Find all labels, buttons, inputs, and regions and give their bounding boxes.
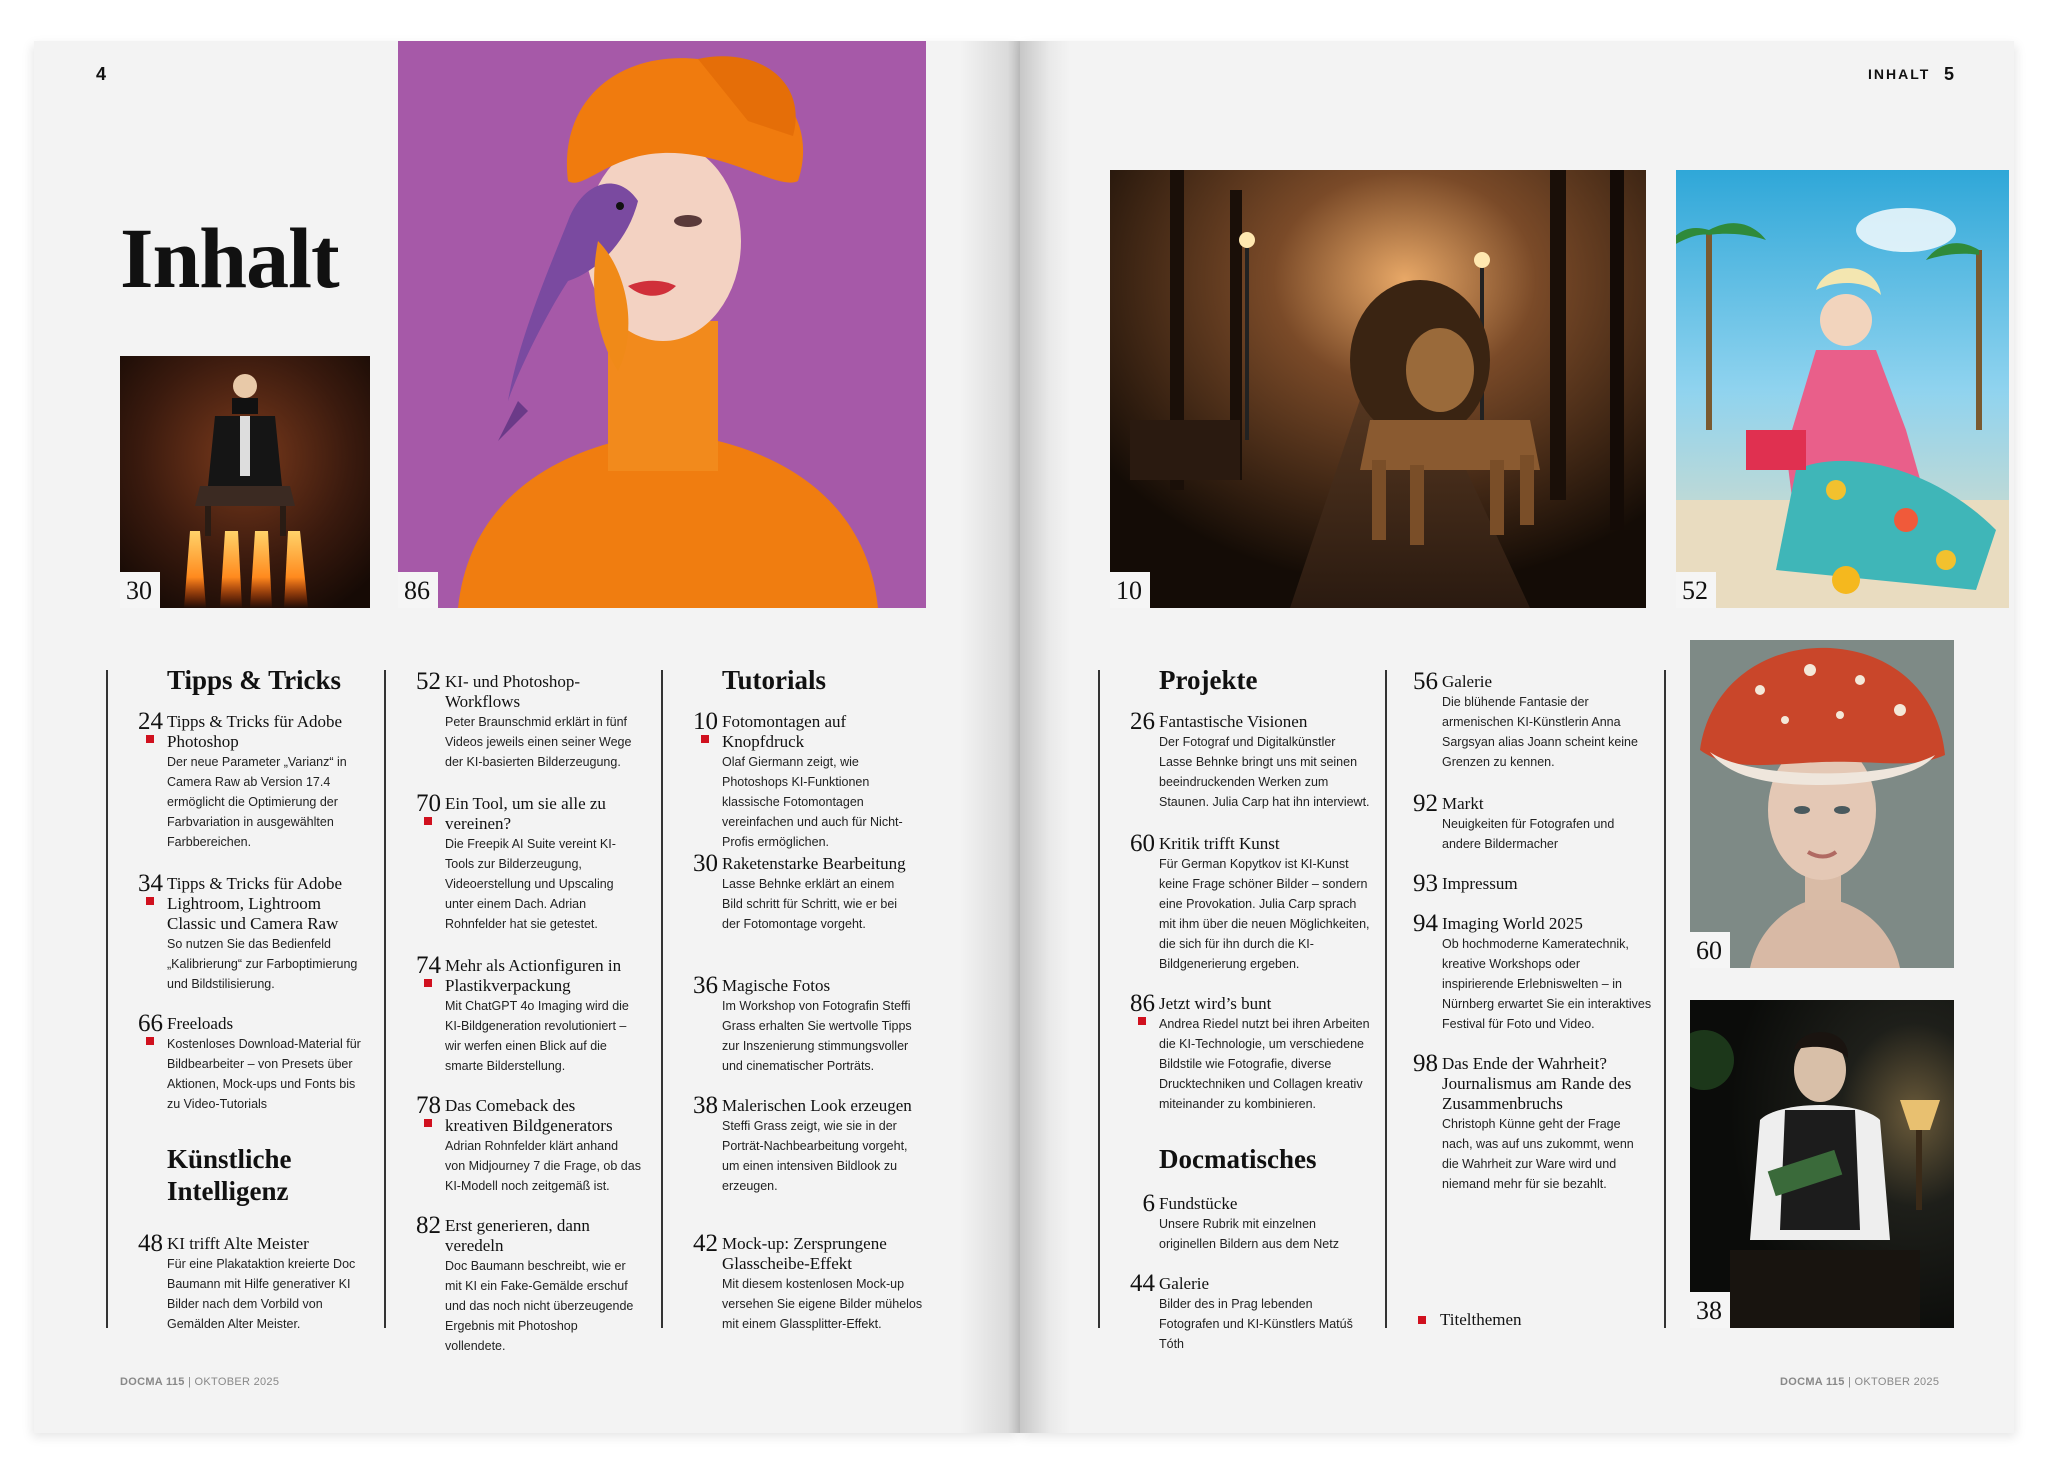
toc-entry[interactable] <box>1413 910 1652 1034</box>
toc-description: Die blühende Fantasie der armenischen KI-Künstlerin Anna Sargsyan alias Joann scheint keine Grenzen zu kennen. <box>1442 695 1638 769</box>
column-rule <box>106 670 108 1328</box>
toc-title: Freeloads <box>167 1014 234 1033</box>
toc-page-number: 34 <box>138 870 163 897</box>
footer-issue: OKTOBER 2025 <box>194 1376 280 1388</box>
toc-title: Fantastische Visionen <box>1159 712 1308 731</box>
section-heading-projekte: Projekte <box>1159 665 1258 695</box>
toc-description: Kostenloses Download-Material für Bildbearbeiter – von Presets über Aktionen, Mock-ups und Fonts bis zu Video-Tutorials <box>167 1037 361 1111</box>
toc-title: Tipps & Tricks für Adobe Photoshop <box>167 712 343 751</box>
toc-title: Fotomontagen auf Knopfdruck <box>722 712 847 751</box>
toc-description: Unsere Rubrik mit einzelnen originellen Bildern aus dem Netz <box>1159 1217 1339 1251</box>
toc-description: Olaf Giermann zeigt, wie Photoshops KI-Funktionen klassische Fotomontagen vereinfachen und auch für Nicht-Profis ermöglichen. <box>722 755 903 849</box>
toc-title: KI trifft Alte Meister <box>167 1234 309 1253</box>
toc-page-number: 10 <box>693 708 718 735</box>
toc-description: Mit ChatGPT 4o Imaging wird die KI-Bildgeneration revolutioniert – wir werfen einen Blick auf die smarte Bilderstellung. <box>445 999 629 1073</box>
toc-title: Tipps & Tricks für Adobe Lightroom, Lightroom Classic und Camera Raw <box>167 874 343 933</box>
cover-topic-marker <box>701 735 709 743</box>
photo-badge: 10 <box>1110 572 1150 608</box>
toc-title: Malerischen Look erzeugen <box>722 1096 912 1115</box>
toc-title: Ein Tool, um sie alle zu vereinen? <box>445 794 606 833</box>
toc-title: Impressum <box>1442 874 1518 893</box>
toc-page-number: 36 <box>693 972 718 999</box>
toc-page-number: 56 <box>1413 668 1438 695</box>
cover-topic-marker <box>146 897 154 905</box>
footer-left: DOCMA 115 | OKTOBER 2025 <box>120 1376 280 1388</box>
toc-entry[interactable] <box>693 850 918 934</box>
toc-title: KI- und Photoshop-Workflows <box>445 672 581 711</box>
toc-page-number: 6 <box>1142 1190 1155 1217</box>
cover-topic-marker <box>424 979 432 987</box>
toc-entry[interactable] <box>138 708 363 852</box>
toc-description: Peter Braunschmid erklärt in fünf Videos jeweils einen seiner Wege der KI-basierten Bilderzeugung. <box>445 715 632 769</box>
photo-palm-woman <box>1676 170 2009 608</box>
toc-page-number: 93 <box>1413 870 1438 897</box>
legend-label: Titelthemen <box>1440 1310 1522 1329</box>
page-label-right: INHALT <box>1868 66 1931 82</box>
toc-entry[interactable] <box>416 668 641 772</box>
cover-topic-marker <box>424 1119 432 1127</box>
toc-entry[interactable] <box>416 1212 641 1356</box>
toc-title: Galerie <box>1442 672 1493 691</box>
toc-title: Fundstücke <box>1159 1194 1238 1213</box>
toc-description: Der neue Parameter „Varianz“ in Camera Raw ab Version 17.4 ermöglicht die Optimierung der Farbvariation in ausgewählten Farbbereichen. <box>167 755 347 849</box>
toc-title: Mock-up: Zersprungene Glasscheibe-Effekt <box>722 1234 887 1273</box>
toc-entry[interactable] <box>1130 1270 1371 1354</box>
cover-topic-marker <box>146 1037 154 1045</box>
cover-topic-marker <box>146 735 154 743</box>
section-heading-tutorials: Tutorials <box>722 665 827 695</box>
section-heading-tipps: Tipps & Tricks <box>167 665 342 695</box>
section-heading-ki <box>167 1143 292 1207</box>
toc-entry[interactable] <box>1413 668 1652 772</box>
column-rule <box>1664 670 1666 1328</box>
toc-title: Imaging World 2025 <box>1442 914 1583 933</box>
toc-page-number: 92 <box>1413 790 1438 817</box>
toc-description: Ob hochmoderne Kameratechnik, kreative Workshops oder inspirierende Erlebniswelten – in Nürnberg erwartet Sie ein interaktives Festival für Foto und Video. <box>1442 937 1652 1031</box>
footer-brand: DOCMA 115 <box>120 1376 185 1388</box>
photo-badge: 30 <box>120 572 160 608</box>
toc-description: Doc Baumann beschreibt, wie er mit KI ein Fake-Gemälde erschuf und das noch nicht überzeugende Ergebnis mit Photoshop vollendete. <box>445 1259 634 1353</box>
toc-entry[interactable] <box>1130 708 1371 812</box>
section-heading-line: Künstliche <box>167 1144 292 1174</box>
toc-page-number: 24 <box>138 708 163 735</box>
toc-description: Lasse Behnke erklärt an einem Bild schritt für Schritt, wie er bei der Fotomontage vorgeht. <box>722 877 898 931</box>
toc-page-number: 70 <box>416 790 441 817</box>
toc-entry[interactable] <box>1142 1190 1371 1254</box>
toc-entry[interactable] <box>138 1230 367 1334</box>
toc-entry[interactable] <box>1413 1050 1652 1194</box>
toc-entry[interactable] <box>1413 870 1652 897</box>
toc-title: Kritik trifft Kunst <box>1159 834 1280 853</box>
toc-title: Raketenstarke Bearbeitung <box>722 854 906 873</box>
column-rule <box>1385 670 1387 1328</box>
toc-description: Andrea Riedel nutzt bei ihren Arbeiten die KI-Technologie, um verschiedene Bildstile wie Fotografie, diverse Drucktechniken und Collagen kreativ miteinander zu kombinieren. <box>1159 1017 1370 1111</box>
page-title: Inhalt <box>120 210 339 306</box>
toc-entry[interactable] <box>416 790 641 934</box>
toc-page-number: 98 <box>1413 1050 1438 1077</box>
toc-entry[interactable] <box>1413 790 1652 854</box>
toc-page-number: 52 <box>416 668 441 695</box>
toc-entry[interactable] <box>693 972 922 1076</box>
footer-issue: OKTOBER 2025 <box>1854 1376 1940 1388</box>
cover-topic-marker <box>1138 1017 1146 1025</box>
toc-page-number: 94 <box>1413 910 1438 937</box>
spine-shadow-right <box>1020 41 1070 1433</box>
section-heading-line: Intelligenz <box>167 1176 289 1206</box>
toc-page-number: 26 <box>1130 708 1155 735</box>
toc-entry[interactable] <box>1130 990 1371 1114</box>
toc-entry[interactable] <box>138 870 363 994</box>
toc-page-number: 82 <box>416 1212 441 1239</box>
toc-page-number: 44 <box>1130 1270 1155 1297</box>
section-heading-docmatisches: Docmatisches <box>1159 1144 1317 1174</box>
toc-description: Die Freepik AI Suite vereint KI-Tools zur Bilderzeugung, Videoerstellung und Upscaling unter einem Dach. Adrian Rohnfelder hat sie getestet. <box>445 837 616 931</box>
toc-title: Galerie <box>1159 1274 1210 1293</box>
toc-description: Für eine Plakataktion kreierte Doc Baumann mit Hilfe generativer KI Bilder nach dem Vorbild von Gemälden Alter Meister. <box>167 1257 356 1331</box>
toc-entry[interactable] <box>693 708 922 852</box>
toc-description: Mit diesem kostenlosen Mock-up versehen Sie eigene Bilder mühelos mit einem Glassplitter-Effekt. <box>722 1277 923 1331</box>
photo-lion <box>1110 170 1646 608</box>
toc-entry[interactable] <box>693 1230 932 1334</box>
toc-title: Das Comeback des kreativen Bildgenerators <box>445 1096 613 1135</box>
toc-page-number: 42 <box>693 1230 718 1257</box>
toc-page-number: 38 <box>693 1092 718 1119</box>
photo-badge: 38 <box>1690 1292 1730 1328</box>
toc-entry[interactable] <box>138 1010 363 1114</box>
column-rule <box>1098 670 1100 1328</box>
toc-description: Der Fotograf und Digitalkünstler Lasse Behnke bringt uns mit seinen beeindruckenden Werken zum Staunen. Julia Carp hat ihn interviewt. <box>1159 735 1370 809</box>
toc-description: Bilder des in Prag lebenden Fotografen und KI-Künstlers Matúš Tóth <box>1159 1297 1353 1351</box>
cover-topic-marker <box>424 817 432 825</box>
toc-page-number: 78 <box>416 1092 441 1119</box>
toc-page-number: 66 <box>138 1010 163 1037</box>
cover-topic-marker <box>1418 1316 1426 1324</box>
spine-shadow-left <box>960 41 1020 1433</box>
toc-title: Magische Fotos <box>722 976 831 995</box>
toc-entry[interactable] <box>1130 830 1371 974</box>
toc-description: Adrian Rohnfelder klärt anhand von Midjourney 7 die Frage, ob das KI-Modell noch zeitgemäß ist. <box>445 1139 641 1193</box>
toc-description: Für German Kopytkov ist KI-Kunst keine Frage schöner Bilder – sondern eine Provokation. Julia Carp sprach mit ihm über die neuen Möglichkeiten, die sich für ihn durch die KI-Bildgenerierung ergeben. <box>1159 857 1370 971</box>
toc-page-number: 30 <box>693 850 718 877</box>
toc-title: Das Ende der Wahrheit? Journalismus am Rande des Zusammenbruchs <box>1442 1054 1632 1113</box>
toc-description: Im Workshop von Fotografin Steffi Grass erhalten Sie wertvolle Tipps zur Inszenierung stimmungsvoller und cinematischer Porträts. <box>722 999 912 1073</box>
toc-title: Mehr als Actionfiguren in Plastikverpackung <box>445 956 622 995</box>
column-rule <box>661 670 663 1328</box>
toc-entry[interactable] <box>416 952 641 1076</box>
toc-page-number: 86 <box>1130 990 1155 1017</box>
toc-title: Erst generieren, dann veredeln <box>445 1216 590 1255</box>
toc-description: Neuigkeiten für Fotografen und andere Bildermacher <box>1442 817 1615 851</box>
toc-title: Markt <box>1442 794 1484 813</box>
toc-title: Jetzt wird’s bunt <box>1159 994 1272 1013</box>
toc-page-number: 60 <box>1130 830 1155 857</box>
footer-brand: DOCMA 115 <box>1780 1376 1845 1388</box>
footer-right: DOCMA 115 | OKTOBER 2025 <box>1780 1376 1940 1388</box>
toc-page-number: 48 <box>138 1230 163 1257</box>
toc-page-number: 74 <box>416 952 441 979</box>
toc-entry[interactable] <box>693 1092 918 1196</box>
photo-badge: 60 <box>1690 932 1730 968</box>
photo-badge: 86 <box>398 572 438 608</box>
photo-mushroom-hat <box>1690 640 1954 968</box>
toc-entry[interactable] <box>416 1092 641 1196</box>
photo-reader <box>1690 1000 1954 1328</box>
page-number-right: 5 <box>1944 64 1955 84</box>
photo-badge: 52 <box>1676 572 1716 608</box>
toc-description: Christoph Künne geht der Frage nach, was auf uns zukommt, wenn die Wahrheit zur Ware wird und niemand mehr für sie bezahlt. <box>1442 1117 1634 1191</box>
legend-cover-topics <box>1440 1310 1522 1330</box>
column-rule <box>384 670 386 1328</box>
toc-description: So nutzen Sie das Bedienfeld „Kalibrierung“ zur Farboptimierung und Bildstilisierung. <box>167 937 358 991</box>
page-number-left: 4 <box>96 64 107 84</box>
photo-orange-bird <box>398 41 926 608</box>
photo-rocket-chair <box>120 356 370 608</box>
toc-description: Steffi Grass zeigt, wie sie in der Porträt-Nachbearbeitung vorgeht, um einen intensiven Bildlook zu erzeugen. <box>722 1119 908 1193</box>
